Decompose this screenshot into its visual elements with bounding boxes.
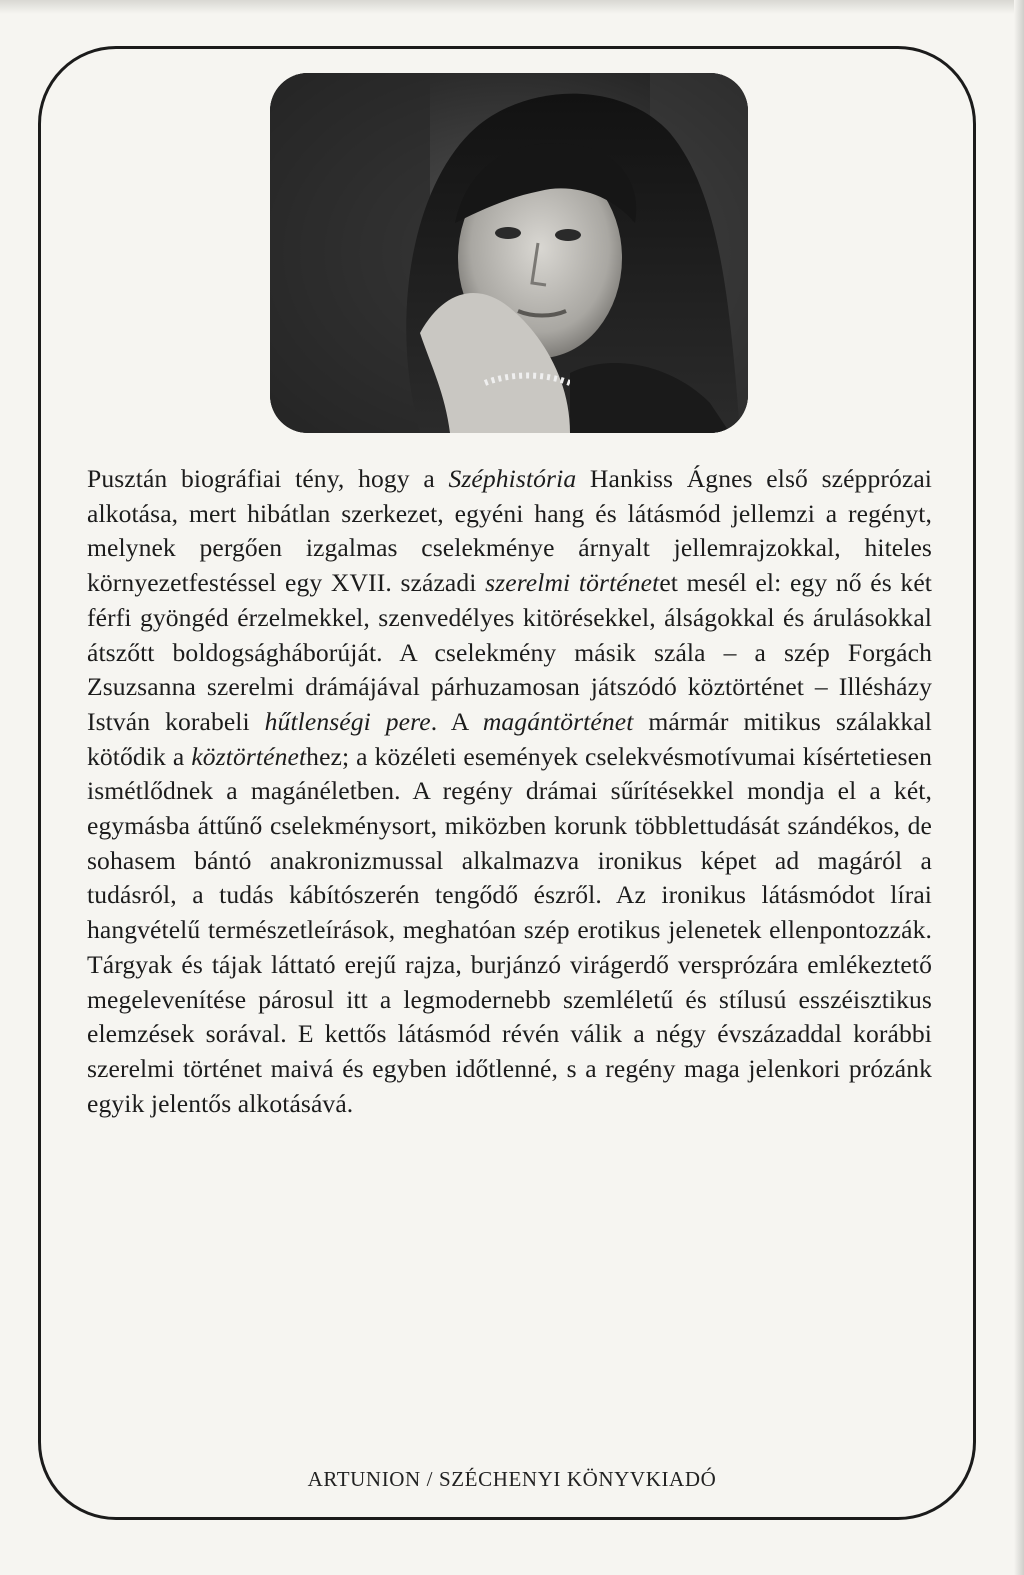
- italic-title-run: magántörténet: [482, 706, 634, 736]
- author-portrait-image: [270, 73, 748, 433]
- blurb-run: mármár mitikus szálakkal kötődik a: [87, 706, 932, 771]
- italic-title-run: szerelmi történet: [485, 568, 660, 598]
- blurb-run: Hankiss Ágnes első szépprózai alkotása, mert hibátlan szerkezet, egyéni hang és látásmód jellemzi a regényt, melynek pergően izgalmas cselekménye árnyalt jellemrajzokkal, hiteles környezetfestéssel egy XVII. századi: [87, 464, 932, 598]
- blurb-text: [87, 462, 932, 1121]
- blurb-run: hez; a közéleti események cselekvésmotívumai kísértetiesen ismétlődnek a magánéletben. A regény drámai sűrítésekkel mondja el a két, egymásba áttűnő cselekménysort, miközben korunk többlettudását szándékos, de sohasem bántó anakronizmussal alkalmazva ironikus képet ad magáról a tudásról, a tudás kábítószerén tengődő észről. Az ironikus látásmódot lírai hangvételű természetleírások, meghatóan szép erotikus jelenetek ellenpontozzák. Tárgyak és tájak láttató erejű rajza, burjánzó virágerdő versprózára emlékeztető megelevenítése párosul itt a legmodernebb szemléletű és stílusú esszéisztikus elemzések sorával. E kettős látásmód révén válik a négy évszázaddal korábbi szerelmi történet maivá és egyben időtlenné, s a regény maga jelenkori prózánk egyik jelentős alkotásává.: [87, 741, 932, 1118]
- blurb-run: et mesél el: egy nő és két férfi gyöngéd érzelmekkel, szenvedélyes kitörésekkel, álságokkal és árulásokkal átszőtt boldogságháborúját. A cselekmény másik szála – a szép Forgách Zsuzsanna szerelmi drámájával párhuzamosan játszódó köztörténet – Illésházy István korabeli: [87, 568, 932, 736]
- italic-title-run: köztörténet: [191, 741, 307, 771]
- author-photo: [270, 73, 748, 433]
- italic-title-run: Széphistória: [448, 464, 577, 493]
- blurb-run: Pusztán biográfiai tény, hogy a: [87, 464, 449, 493]
- italic-title-run: hűtlenségi pere: [264, 706, 431, 736]
- page-edge: [0, 0, 1024, 14]
- publisher-imprint: ARTUNION / SZÉCHENYI KÖNYVKIADÓ: [307, 1467, 717, 1491]
- blurb-run: . A: [430, 706, 483, 736]
- page-edge-right: [1014, 0, 1024, 1575]
